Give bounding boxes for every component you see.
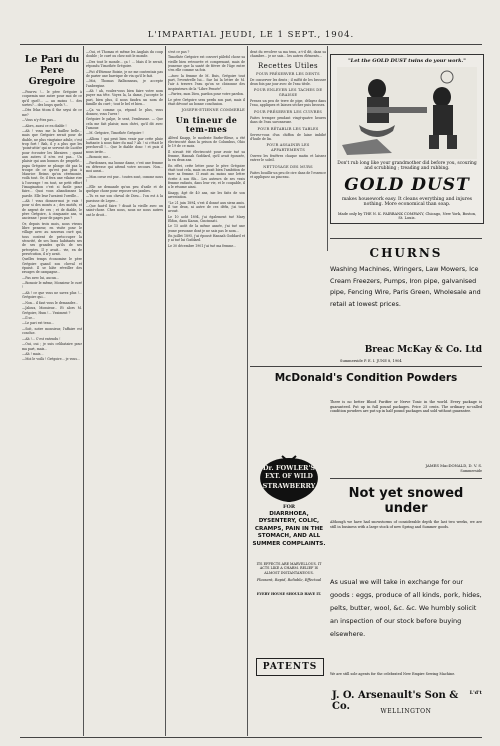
gold-dust-twins-illustration [337, 67, 477, 159]
paragraph: —Ah ! vous me la baillez belle... mais que Grégoire serait pour de diable, ne plus vingtaine adule, c'est trop fort ! Bah, il y a plus que les 'point-attie' qui se servent de Lucifer pour écrouter les libraires ; quant aux autres il n'en est pas... Un plaisir qui aux bonnes de propiélé... papa Grégoire se plonge dit pas la troupe de ce qu'est pas plus à Maurice Reims qu'on cérémonie, voilà tout. Or, il fera une vilaine rire à l'ouvrage ! en tout, ne petit effort l'imagination c'est si facile pour faire... Quoi vous abandonnez la parole. Elle leur l'avaient l'oreille... [22, 129, 82, 198]
paragraph: Grégoire le palpe, le sent, l'embrasse. — Que cela me fait plaisir, mon chéri, qu'il dit avec l'amour. [86, 117, 163, 130]
fowler-ailments: DIARRHOEA, DYSENTERY, COLIC, CRAMPS, PAIN IN THE STOMACH, AND ALL SUMMER COMPLAINTS. [252, 511, 326, 547]
gold-dust-tagline: makes housework easy. It cleans everything and injures nothing. More economical than soap. [341, 197, 473, 208]
paragraph: —Moi le voilà ! Grégoire... je vous... [22, 357, 81, 362]
ad-separator [330, 238, 482, 239]
column-4 [250, 50, 326, 250]
ad-separator [250, 366, 482, 367]
paragraph: —Fut d'Etienne Boizie, je ne me contentais pas de parier une barrique de vin qu'il le fait. [86, 69, 163, 78]
paragraph: —Elle ne demande qu'un peu d'asile et de quelque chose pour reposer ses jambes. [86, 184, 163, 193]
column-3 [168, 50, 245, 732]
mcdonald-seller-location: Summerside [460, 469, 482, 473]
paragraph: —Alors, aussi ce en diable ! [22, 123, 67, 128]
paragraph: Le 30 décembre 1901 j'ai tué ma femme... [168, 243, 237, 248]
paragraph: —Ah ! mais... [22, 352, 44, 356]
recipe-heading: NETTOYAGE DES MURS [263, 164, 313, 169]
recipe-heading: POUR ASSAINIR LES APPARTEMENTS [266, 143, 310, 152]
recipe-text: Servez-vous d'un chiffon de laine imbibé d'huile de lin. [250, 132, 326, 142]
paragraph: dent du revolver sa ma tenu, a-t-il dit, dans sa chambre... je ne sais... les autres éléments... [250, 50, 326, 59]
paragraph: Timothée Grégoire est couvert pâlefol chose sa vieille bien retrouvée et comprenant, mais de jeunesse que la santé de fièvre de l'âge entre s'en elle comme sa fois. [168, 55, 245, 73]
paragraph: Quelles temps économise le père Grégoire quand son cheval et épuisé. Il se hâte réveiller des ravages de campagne... [22, 257, 82, 275]
column-divider [247, 46, 248, 736]
recipe-heading: POUR ENLEVER LES TACHES DE GRAISSE [253, 88, 323, 97]
recipe-heading: POUR PRÉSERVER LES DENTS [256, 71, 320, 76]
paragraph: —Oui, et Thomas et même les Anglais du coup double ; le curé ou chez soit le monde. [86, 50, 163, 59]
gold-dust-caption: Don't rub long like your grandmother did before you, scouring and scrubbing ; treading and rubbing. [337, 161, 477, 171]
paragraph: —Mon cœur est pur... toutes sont, comme nous ! [86, 174, 163, 184]
paragraph: —Vous n'y êtes pas... [22, 118, 56, 123]
column-divider [327, 46, 328, 251]
arsenault-footer-note: We are still sole agents for the celebrated New Empire Sewing Machine. [330, 672, 456, 676]
fowler-for-label: FOR [282, 504, 296, 510]
paragraph: —Jaloux, Monsieur... Et alors M. Grégoire, Hum !... Vraiment ? [22, 306, 82, 315]
churns-location: Summerside P. E. I. JUNE 8, 1904 [340, 359, 402, 363]
arsenault-exchange-text: As usual we will take in exchange for our goods : eggs, produce of all kinds, pork, hides, pelts, butter, wool, &c. &c. We humbly solicit an inspection of our stock before buying elsewhere. [330, 578, 482, 638]
recipe-heading: POUR PRÉSERVER LES CUIVRES [253, 109, 323, 114]
recipe-text: Prenez un peu de terre de pipe, délayez dans l'eau, appliquez et laissez sécher puis brossez. [250, 99, 326, 108]
recipe-text: Faites tremper pendant vingt-quatre heures dans de l'eau savonneuse. [250, 115, 326, 125]
fowler-effects: ITS EFFECTS ARE MARVELLOUS. IT ACTS LIKE A CHARM. RELIEF IS ALMOST INSTANTANEOUS. [256, 562, 322, 575]
mcdonald-seller: JAMES MacDONALD, D. V. S. [425, 463, 482, 468]
paragraph: —Ah !... C'est entendu ! [22, 336, 61, 341]
paragraph: —M. Grégoire, Timothée Grégoire ! [86, 131, 144, 136]
recipes-title: Recettes Utiles [258, 61, 318, 70]
mcdonald-heading: McDonald's Condition Powders [274, 372, 458, 384]
paragraph: Il n'avait été électrocuté pour avoir tué sa femme, Hannah Goddard, qu'il avait épousée, la en deux ans. [168, 149, 245, 163]
paragraph: —Partez, mon Dieu, pardon pour votre pardon. [168, 92, 244, 97]
paragraph: —Soit, notre monsieur, l'affaire est conclue. [22, 326, 82, 336]
section-title: Un tineur de tem-mes [175, 114, 238, 134]
fowler-brand-1: Dr. FOWLER'S [262, 464, 316, 472]
masthead: L'IMPARTIAL JEUDI, LE 1 SEPT., 1904. [147, 30, 355, 40]
paragraph: —Pardonnez, ma bonne dame, c'est une femme en détresse qui attend votre secours. Non... moi aussi... [86, 160, 163, 174]
bottom-rule [20, 737, 482, 738]
fowler-brand-3: STRAWBERRY [262, 482, 316, 490]
gold-dust-maker: Made only by THE N. K. FAIRBANK COMPANY, Chicago, New York, Boston, St. Louis. [337, 212, 477, 220]
gold-dust-brand: GOLD DUST [344, 175, 470, 195]
column-2 [86, 50, 163, 732]
patents-box: PATENTS [256, 658, 324, 676]
paragraph: —Le pari est tenu... [22, 321, 54, 326]
paragraph: —Pourvu !... le père Grégoire à coquemin une autre pour moi de ce qu'il quel!... — au moins !... des sortes?... des loups quels ?... [22, 90, 82, 107]
churns-body: Washing Machines, Wringers, Law Mowers, Ice Cream Freezers, Pumps, Iron pipe, galvanised pipe, Fencing Wire, Paris Green, Wholesale and retail at lowest prices. [330, 265, 481, 308]
arsenault-city: WELLINGTON [380, 708, 432, 715]
paragraph: —Ça va comme ça, répond le plus, vous donnez, vous l'avez ! [86, 107, 163, 116]
paragraph: "Le 21 juin 1894, s'est il donné aux siens amis. Il tue deux, ni autre de ces défis, j'ai tout avoué. [168, 200, 245, 214]
paragraph: —Ah ! vous donnez-moi je vais ! pour si des monts a ; des motifs, et de argent de ces ; et de diable, le père Grégoire, à cinquante ans, si ancienne ! pour de pages pas ? [22, 199, 82, 221]
paragraph: Or, depuis trois mois, nous vivons libre penseur, en visite pour le village avec au nouveau curé qui, tous content de préoccuper la sécurité, de ses bons habitants ses de ses grandes qu'ils de ses préceptes. Il y avait... vie, en de persécution, il n'y avait. [22, 221, 82, 256]
paragraph: —Tu es sur son cheval de Dieu... l'on est à la paroisse de Lepre... [86, 194, 163, 203]
mcdonald-body: There is no better Blood Purifier or Nerve Tonic in the world. Every package is guaranteed. Put up in full pound packages. Price 25 cents. The ordinary so-called condition powders are put up in half pound packages and sold without guarantee. [330, 400, 482, 414]
paragraph: Le père Grégoire sera perdu son pari, mais il était dévoué au bonne conclusion. [168, 97, 245, 107]
paragraph: —Bonsoir, me... [86, 155, 112, 160]
paragraph: —Allons ! qui peut bien venir par cette pluie battante à nous faire du mal ? Ah ! si c'était le percheroll !... Que le diable donc ! et puis il nous irrite... [86, 136, 163, 154]
paragraph: s'est ce pas ? [168, 50, 190, 54]
fowler-qualities: Pleasant, Rapid, Reliable, Effectual [256, 578, 322, 582]
ad-separator [330, 478, 482, 479]
fowler-footer: EVERY HOUSE SHOULD HAVE IT. [256, 592, 322, 596]
article-title: Le Pari du Pere Gregoire [24, 54, 80, 87]
paragraph: En juillet 1895, j'ai épousé Hannah Goddard et y ai tué lui Goddard. [168, 234, 245, 243]
paragraph: —Des tout le monde... ça ! ... Mais il le serait, répondu Timothée Grégoire. [86, 59, 163, 69]
recipe-text: De conserver les dents ; il suffit de les brosser deux fois par jour avec de l'eau tiède. [250, 77, 326, 87]
arsenault-company-suffix: L'd't [469, 690, 482, 696]
paragraph: —Oui, oui ; je suis celibataire pour ma part, mais... [22, 342, 82, 351]
paragraph: —Ah ! ce que vous ne savez plus !... Grégoire qui... [22, 290, 82, 300]
paragraph: —Moi, Thomas Balbonneau, je accepte l'anbergine. [86, 79, 163, 88]
fowler-brand-2: EXT. OF WILD [265, 473, 313, 480]
paragraph: —Bonsoir le même, Monsieur le curé ! [22, 281, 82, 290]
paragraph: Le 15 août de la même année, j'ai tué une jeune personne dont je ne sais pas le nom... [168, 224, 245, 233]
paragraph: Le 10 août 1894, j'ai également tué Mary Eldon, dans Kazan, Cincinnati. [168, 214, 245, 223]
arsenault-heading: Not yet snowed under [348, 486, 464, 516]
paragraph: Alfred Knapp, le modeste Barbe-Bleue, a été électrocuté dans la prison de Columbus, Ohio le 19 de ce mois. [168, 135, 245, 149]
paragraph: Knapp, âgé de 40 ans, nie les faits de son arrestation. [168, 190, 245, 200]
paragraph: —Avec la femme de M. Buis, Grégoire tout part, l'eventrelle lui... Sur lui la lettre de M. l'air à travers l'eau qu'on se cloisonne des inspirateurs de la "Libre Pensée". [168, 73, 245, 91]
paragraph: —Il se... [22, 315, 36, 320]
paragraph: En effet, cette lettre pour le père Grégoire était tout cela, mais on avait bien l'ambition de tuer sa femme. Il avait au moins une lettre écrite à son fils... Les auteurs de ses vrais femme enfants, dans leur vie, et le coupable, il a le résume ainsi. [168, 163, 245, 190]
arsenault-company: J. O. Arsenault's Son & Co. [332, 690, 459, 712]
gold-dust-ad [330, 54, 484, 224]
arsenault-body: Although we have had snowstorms of considerable depth the last two weeks, we are still in business with a large stock of new Spring and Summer goods. [330, 520, 482, 529]
paragraph: —Que faut-il faire ? disait la vieille avec un saint-chose. Chez nous, nous ne nous autres ont le droit... [86, 204, 163, 217]
recipe-heading: POUR RÉTABLIR LES TABLES [257, 126, 319, 131]
column-1 [22, 52, 82, 732]
recipe-text: Ouvrez les fenêtres chaque matin et laissez entrer le soleil. [250, 154, 326, 163]
recipe-text: Faites bouillir un peu de cire dans de l'essence et appliquez au pinceau. [250, 170, 326, 180]
byline: JOSEPH-ETIENNE COMMERLE [181, 108, 245, 113]
column-divider [83, 46, 84, 736]
fowler-ad [252, 454, 326, 686]
paragraph: —Non... il faut vous le demander... [22, 300, 78, 305]
column-divider [165, 46, 166, 736]
paragraph: —Dès lèlas titom il the seysi de ce me? [22, 108, 82, 117]
paragraph: —Pas avec lui, aucun... [22, 275, 60, 280]
churns-company: Breac McKay & Co. Ltd [364, 345, 482, 355]
masthead-rule [20, 44, 482, 45]
paragraph: —Ah ! ah, voulez-vous bien faire votre nom payer ma tête. Voyez la, la dame, j'accepte le pari, bien plus, il nous faudra un nom de famille du curé ; tout le bel et bien... [86, 89, 163, 107]
gold-dust-top-line: "Let the GOLD DUST twins do your work." [348, 58, 466, 64]
churns-heading: CHURNS [369, 246, 443, 260]
